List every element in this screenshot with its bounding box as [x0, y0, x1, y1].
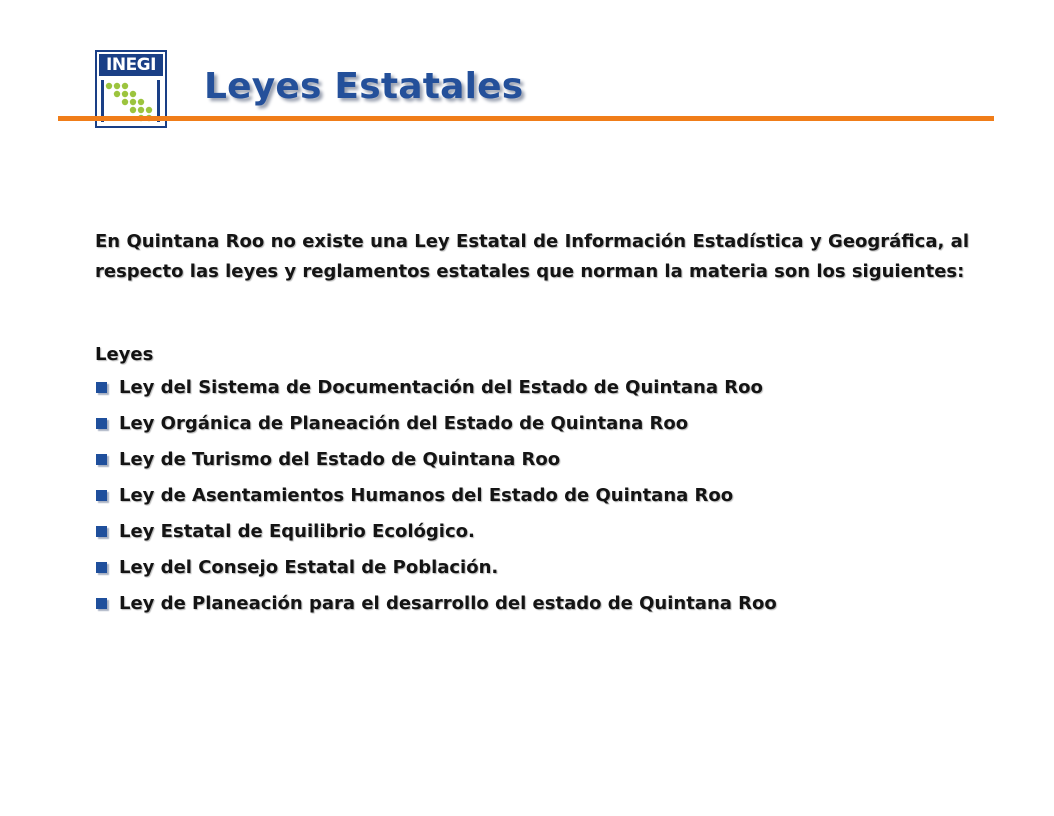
square-bullet-icon	[96, 418, 107, 429]
section-heading: Leyes	[95, 344, 154, 365]
intro-paragraph	[95, 227, 969, 287]
list-item	[96, 549, 777, 585]
list-item	[96, 513, 777, 549]
list-item	[96, 369, 777, 405]
law-label: Ley Orgánica de Planeación del Estado de Quintana Roo	[119, 412, 689, 434]
list-item	[96, 477, 777, 513]
header-rule	[58, 116, 994, 121]
intro-text-end: , al respecto las leyes y reglamentos estatales que norman la materia son los siguientes:	[95, 231, 969, 282]
law-label: Ley de Turismo del Estado de Quintana Roo	[119, 448, 561, 470]
law-label: Ley Estatal de Equilibrio Ecológico.	[119, 520, 475, 542]
square-bullet-icon	[96, 526, 107, 537]
square-bullet-icon	[96, 382, 107, 393]
law-label: Ley de Planeación para el desarrollo del estado de Quintana Roo	[119, 592, 777, 614]
square-bullet-icon	[96, 562, 107, 573]
logo-text: INEGI	[99, 54, 163, 76]
logo-dots-icon	[97, 52, 165, 126]
list-item	[96, 585, 777, 621]
intro-text-start: En Quintana Roo no existe una	[95, 231, 415, 252]
square-bullet-icon	[96, 490, 107, 501]
law-label: Ley del Sistema de Documentación del Estado de Quintana Roo	[119, 376, 763, 398]
law-label: Ley del Consejo Estatal de Población.	[119, 556, 499, 578]
list-item	[96, 441, 777, 477]
laws-list	[96, 369, 777, 621]
list-item	[96, 405, 777, 441]
page-title: Leyes Estatales	[204, 66, 524, 107]
intro-highlight: Ley Estatal de Información Estadística y Geográfica	[414, 231, 938, 252]
square-bullet-icon	[96, 598, 107, 609]
square-bullet-icon	[96, 454, 107, 465]
law-label: Ley de Asentamientos Humanos del Estado de Quintana Roo	[119, 484, 734, 506]
